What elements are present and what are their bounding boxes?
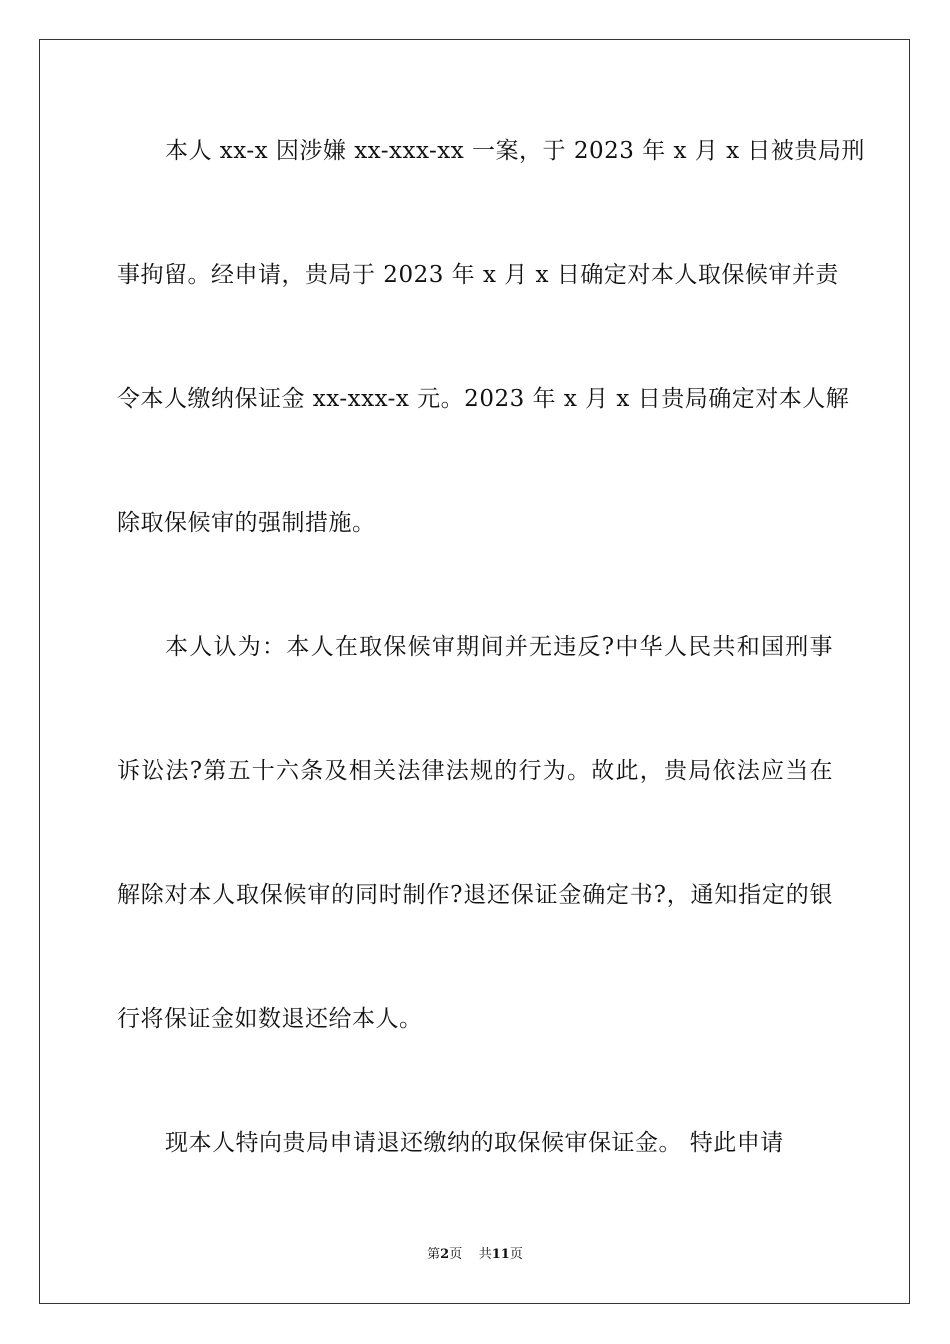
footer-page-suffix: 页 (449, 1247, 463, 1262)
footer-total-prefix: 共 (478, 1247, 492, 1262)
paragraph-1-line-2: 事拘留。经申请，贵局于 2023 年 x 月 x 日确定对本人取保候审并责 (117, 262, 839, 288)
paragraph-1-line-1: 本人 xx-x 因涉嫌 xx-xxx-xx 一案，于 2023 年 x 月 x 日被贵局刑 (165, 138, 865, 164)
footer-page-prefix: 第 (427, 1247, 441, 1262)
footer-page-number: 2 (440, 1247, 450, 1262)
paragraph-2-line-1: 本人认为：本人在取保候审期间并无违反?中华人民共和国刑事 (165, 634, 833, 660)
paragraph-3-line-1: 现本人特向贵局申请退还缴纳的取保候审保证金。 特此申请 (165, 1130, 784, 1156)
paragraph-1-line-3: 令本人缴纳保证金 xx-xxx-x 元。2023 年 x 月 x 日贵局确定对本人解 (117, 386, 850, 412)
footer-total-pages: 11 (491, 1247, 510, 1262)
paragraph-2-line-2: 诉讼法?第五十六条及相关法律法规的行为。故此，贵局依法应当在 (117, 758, 833, 784)
paragraph-2-line-4: 行将保证金如数退还给本人。 (117, 1006, 423, 1032)
page-footer (0, 1247, 950, 1263)
paragraph-2-line-3: 解除对本人取保候审的同时制作?退还保证金确定书?，通知指定的银 (117, 882, 833, 908)
page-frame (39, 39, 910, 1304)
paragraph-1-line-4: 除取保候审的强制措施。 (117, 510, 376, 536)
footer-total-suffix: 页 (509, 1247, 523, 1262)
